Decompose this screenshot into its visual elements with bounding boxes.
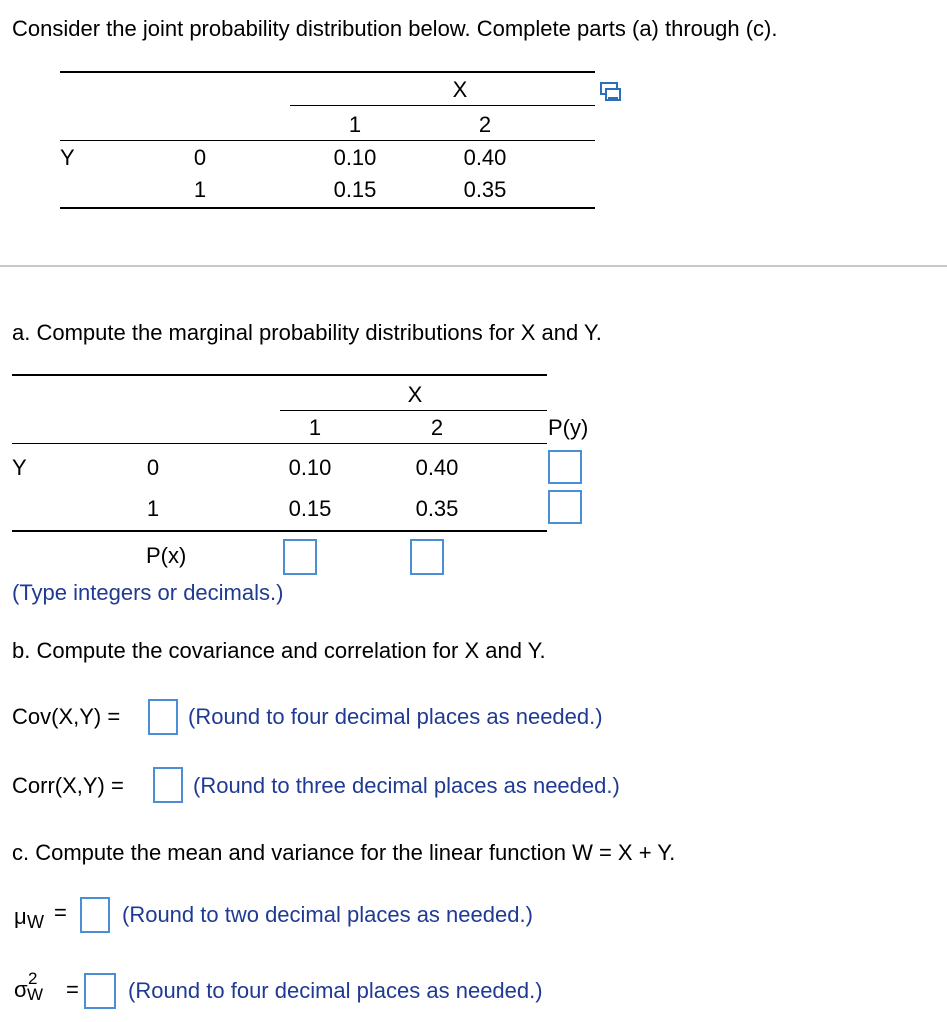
sigma-sq-w-symbol xyxy=(14,967,84,1013)
cell-1-1: 0.15 xyxy=(333,177,377,202)
y-value-0: 0 xyxy=(193,145,207,170)
mu-equals: = xyxy=(54,900,67,925)
table-bottom-rule xyxy=(60,207,595,209)
y-header: Y xyxy=(60,145,75,170)
cov-hint: (Round to four decimal places as needed.) xyxy=(188,704,603,729)
px-input-2[interactable] xyxy=(410,539,444,575)
marginal-x-rule xyxy=(280,410,547,411)
mu-glyph: μ xyxy=(14,904,27,929)
marginal-cell-1-2: 0.35 xyxy=(415,496,459,521)
part-c-question: c. Compute the mean and variance for the linear function W = X + Y. xyxy=(12,840,676,865)
section-divider xyxy=(0,265,947,267)
marginal-bottom-rule xyxy=(12,530,547,532)
x-value-2: 2 xyxy=(478,112,492,137)
py-input-0[interactable] xyxy=(548,450,582,484)
sigma-glyph: σ xyxy=(14,977,28,1002)
corr-hint: (Round to three decimal places as needed.) xyxy=(193,773,620,798)
copy-icon[interactable] xyxy=(598,79,624,105)
mean-hint: (Round to two decimal places as needed.) xyxy=(122,902,533,927)
marginal-y-header: Y xyxy=(12,455,27,480)
py-input-1[interactable] xyxy=(548,490,582,524)
part-a-question: a. Compute the marginal probability distributions for X and Y. xyxy=(12,320,602,345)
marginal-x-header: X xyxy=(407,382,423,407)
sigma-subscript: W xyxy=(27,985,44,1004)
variance-hint: (Round to four decimal places as needed.) xyxy=(128,978,543,1003)
marginal-x-value-2: 2 xyxy=(430,415,444,440)
cell-0-2: 0.40 xyxy=(463,145,507,170)
marginal-cell-0-2: 0.40 xyxy=(415,455,459,480)
marginal-y-value-0: 0 xyxy=(146,455,160,480)
px-label: P(x) xyxy=(146,543,187,568)
mu-w-symbol xyxy=(14,898,74,938)
x-header: X xyxy=(452,77,468,102)
cov-label: Cov(X,Y) = xyxy=(12,704,121,729)
corr-label: Corr(X,Y) = xyxy=(12,773,124,798)
marginal-top-rule xyxy=(12,374,547,376)
mu-subscript: W xyxy=(27,912,44,932)
y-value-1: 1 xyxy=(193,177,207,202)
corr-input[interactable] xyxy=(153,767,183,803)
px-input-1[interactable] xyxy=(283,539,317,575)
marginal-header-rule xyxy=(12,443,547,444)
x-value-1: 1 xyxy=(348,112,362,137)
cell-0-1: 0.10 xyxy=(333,145,377,170)
variance-w-input[interactable] xyxy=(84,973,116,1009)
instructions-text: Consider the joint probability distribution below. Complete parts (a) through (c). xyxy=(12,16,778,41)
table-top-rule xyxy=(60,71,595,73)
mean-w-input[interactable] xyxy=(80,897,110,933)
sigma-superscript: 2 xyxy=(28,969,38,988)
sigma-equals: = xyxy=(66,977,79,1002)
cov-input[interactable] xyxy=(148,699,178,735)
part-b-question: b. Compute the covariance and correlation for X and Y. xyxy=(12,638,546,663)
py-header: P(y) xyxy=(548,415,589,440)
marginal-x-value-1: 1 xyxy=(308,415,322,440)
marginal-cell-0-1: 0.10 xyxy=(288,455,332,480)
marginal-cell-1-1: 0.15 xyxy=(288,496,332,521)
x-header-rule xyxy=(290,105,595,106)
header-bottom-rule xyxy=(60,140,595,141)
part-a-hint: (Type integers or decimals.) xyxy=(12,580,284,605)
marginal-y-value-1: 1 xyxy=(146,496,160,521)
cell-1-2: 0.35 xyxy=(463,177,507,202)
